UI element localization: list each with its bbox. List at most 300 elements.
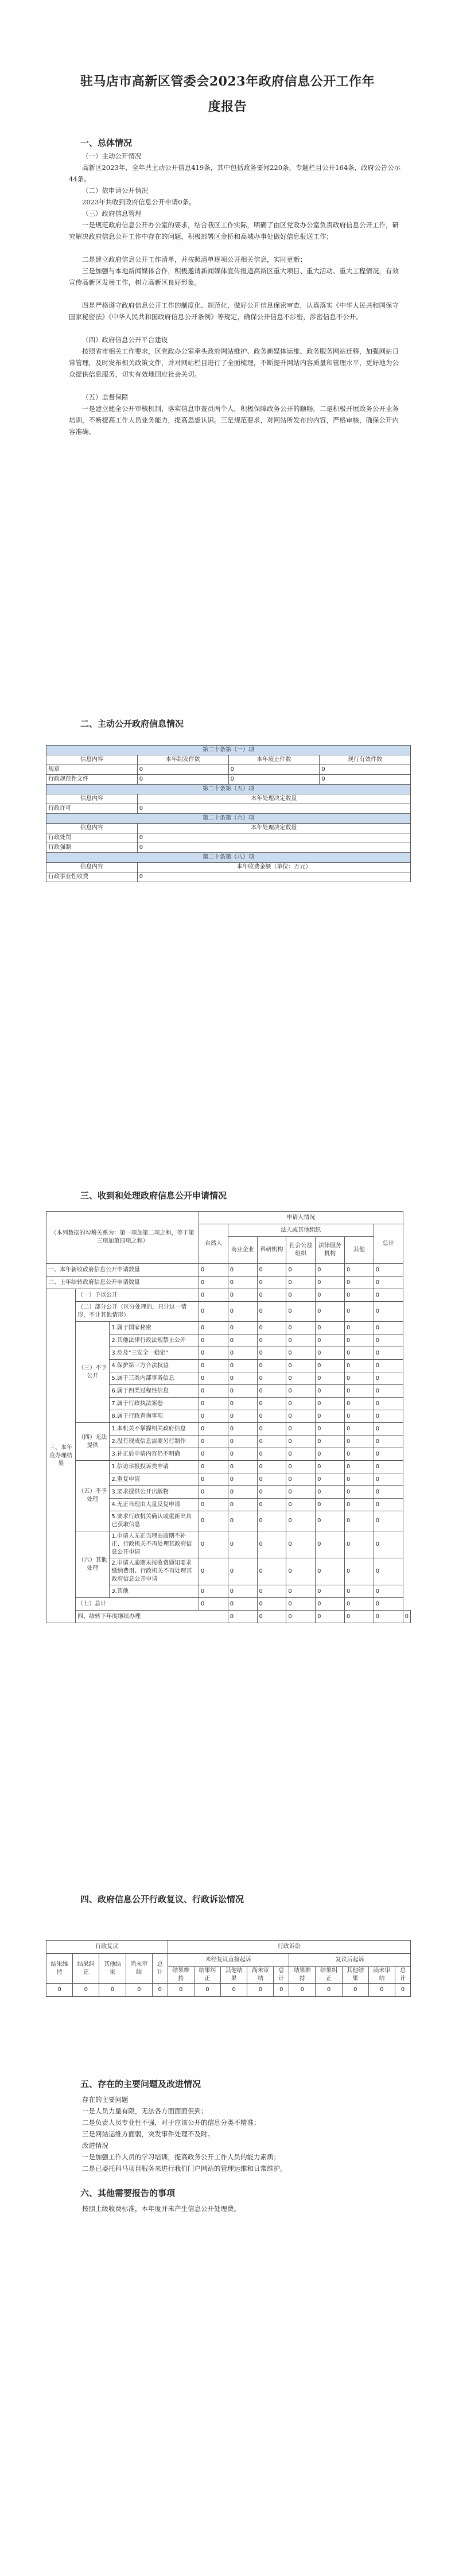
t2-natural-head: 自然人 — [199, 1224, 228, 1264]
t2-cell: 0 — [257, 1372, 286, 1385]
t3-cell: 0 — [46, 1984, 73, 1997]
t2-cell: 0 — [344, 1372, 374, 1385]
t2-row-label: 2.其他法律行政法规禁止公开 — [110, 1334, 199, 1347]
t3-col: 尚未审结 — [126, 1954, 152, 1984]
t2-row-label: 6.属于四类过程性信息 — [110, 1385, 199, 1398]
t2-cell: 0 — [228, 1598, 257, 1611]
t2-cell: 0 — [344, 1461, 374, 1473]
t2-cell: 0 — [316, 1410, 345, 1423]
t2-cell: 0 — [199, 1277, 228, 1289]
t2-row-label: 1.信访举报投诉类申请 — [110, 1461, 199, 1473]
t1-col: 本年制发件数 — [137, 755, 228, 765]
t1-cell: 行政强制 — [46, 843, 138, 853]
t2-cell: 0 — [199, 1289, 228, 1302]
t1-cell: 行政许可 — [46, 804, 138, 814]
t2-row-label: 5.要求行政机关确认或重新出具已获取信息 — [110, 1511, 199, 1531]
section-3-heading: 三、收到和处理政府信息公开申请情况 — [80, 1190, 227, 1201]
t2-cell: 0 — [199, 1347, 228, 1360]
t2-cell: 0 — [344, 1448, 374, 1461]
t2-cell: 0 — [316, 1611, 345, 1623]
t2-cell: 0 — [199, 1322, 228, 1334]
t2-row-label: 3.其他 — [110, 1585, 199, 1598]
t2-cell: 0 — [374, 1385, 403, 1398]
t2-cell: 0 — [257, 1511, 286, 1531]
t2-cell: 0 — [228, 1410, 257, 1423]
t3-wfy-head: 未经复议直接起诉 — [168, 1954, 289, 1967]
t2-cell: 0 — [257, 1398, 286, 1410]
report-title — [46, 69, 409, 119]
t2-cell: 0 — [199, 1473, 228, 1486]
s5-para: 一是加强工作人员的学习培训，提高政务公开工作人员的能力素质； — [82, 2153, 280, 2161]
t2-row-label: （一）予以公开 — [76, 1289, 199, 1302]
t2-row-label: 3.补正后申请内容仍不明确 — [110, 1448, 199, 1461]
t1-col: 本年处理决定数量 — [137, 824, 410, 833]
t1-head-6: 第二十条第（六）项 — [46, 814, 411, 824]
t2-cell: 0 — [199, 1398, 228, 1410]
t2-cell: 0 — [286, 1499, 316, 1511]
t3-col: 其他结果 — [342, 1967, 368, 1984]
t2-cell: 0 — [228, 1531, 257, 1558]
t2-cell: 0 — [257, 1558, 286, 1585]
t2-sub-head: 科研机构 — [257, 1237, 286, 1264]
t1-cell: 0 — [228, 765, 320, 775]
section-1-heading: 一、总体情况 — [80, 138, 133, 148]
t2-cell: 0 — [286, 1277, 316, 1289]
t2-cell: 0 — [199, 1598, 228, 1611]
t2-cell: 0 — [286, 1486, 316, 1499]
t2-cell: 0 — [316, 1598, 345, 1611]
t3-cell: 0 — [221, 1984, 247, 1997]
t2-cell: 0 — [374, 1486, 403, 1499]
t2-cell: 0 — [257, 1486, 286, 1499]
t2-cell: 0 — [199, 1360, 228, 1372]
t2-row-label: 8.属于行政查询事项 — [110, 1410, 199, 1423]
t2-cell: 0 — [228, 1461, 257, 1473]
t1-cell: 0 — [320, 765, 411, 775]
t2-row-label: 一、本年新收政府信息公开申请数量 — [46, 1264, 199, 1277]
t2-row-label: （七）总计 — [76, 1598, 199, 1611]
table-row — [46, 833, 411, 843]
t1-cell: 行政规范性文件 — [46, 775, 138, 785]
t2-cell: 0 — [199, 1423, 228, 1436]
table-row — [46, 1461, 411, 1473]
t2-cell: 0 — [286, 1398, 316, 1410]
t1-cell: 行政事业性收费 — [46, 872, 138, 882]
t2-cell: 0 — [374, 1372, 403, 1385]
t2-cell: 0 — [257, 1423, 286, 1436]
t2-cell: 0 — [199, 1372, 228, 1385]
t2-row-label: 1.本机关不掌握相关政府信息 — [110, 1423, 199, 1436]
report-title-line1: 驻马店市高新区管委会2023年政府信息公开工作年 — [80, 74, 375, 89]
t1-cell: 0 — [137, 843, 410, 853]
s1-para-1: （一）主动公开情况 — [82, 152, 142, 160]
t2-row-label: 四、结转下年度继续办理 — [76, 1611, 228, 1623]
t3-col: 总计 — [152, 1954, 168, 1984]
t3-cell: 0 — [247, 1984, 274, 1997]
t2-cell: 0 — [286, 1385, 316, 1398]
t2-cell: 0 — [344, 1585, 374, 1598]
t3-cell: 0 — [152, 1984, 168, 1997]
t3-col: 结果纠正 — [194, 1967, 220, 1984]
t2-cell: 0 — [374, 1461, 403, 1473]
t2-cell: 0 — [344, 1289, 374, 1302]
t2-cell: 0 — [316, 1461, 345, 1473]
t3-cell: 0 — [168, 1984, 194, 1997]
t2-cell: 0 — [199, 1511, 228, 1531]
t2-cell: 0 — [374, 1264, 403, 1277]
section-2-heading: 二、主动公开政府信息情况 — [80, 719, 184, 729]
t3-col: 结果纠正 — [73, 1954, 99, 1984]
t3-cell: 0 — [316, 1984, 342, 1997]
t3-cell: 0 — [289, 1984, 316, 1997]
section-5-heading: 五、存在的主要问题及改进情况 — [80, 2079, 201, 2089]
t1-cell: 0 — [137, 775, 228, 785]
t2-cell: 0 — [374, 1423, 403, 1436]
t2-cell: 0 — [257, 1334, 286, 1347]
t2-cell: 0 — [286, 1423, 316, 1436]
t2-cell: 0 — [257, 1289, 286, 1302]
t2-cell: 0 — [316, 1302, 345, 1322]
s1-para-13: 一是建立健全公开审核机制，落实信息审查员两个人，积极保障政务公开的顺畅，二是积极开展政务公开业务培训，不断提高工作人员业务能力，提高思想认识。三是规范要求，对网站所发布的内容，严格审核，确保公开内容准确。 — [69, 405, 399, 436]
t2-cell: 0 — [316, 1558, 345, 1585]
t2-cell: 0 — [257, 1264, 286, 1277]
t2-row-label: 1.申请人无正当理由逾期不补正、行政机关不再处理其政府信息公开申请 — [110, 1531, 199, 1558]
table-row — [46, 804, 411, 814]
t2-cell: 0 — [228, 1585, 257, 1598]
t2-cell: 0 — [257, 1436, 286, 1448]
table-row — [46, 775, 411, 785]
t2-row-label: （二）部分公开（区分处理的，只计这一情形，不计其他情形） — [76, 1302, 199, 1322]
t2-cell: 0 — [344, 1598, 374, 1611]
t2-cell: 0 — [286, 1289, 316, 1302]
t2-cell: 0 — [228, 1398, 257, 1410]
t3-ss-head: 行政诉讼 — [168, 1941, 410, 1954]
t2-cell: 0 — [257, 1598, 286, 1611]
t2-cell: 0 — [199, 1334, 228, 1347]
t2-total-head: 总计 — [374, 1224, 403, 1264]
t2-cell: 0 — [403, 1611, 410, 1623]
table-row — [46, 1531, 411, 1558]
table-row — [46, 1984, 411, 1997]
t1-cell: 0 — [228, 775, 320, 785]
t2-sub-head: 商业企业 — [228, 1237, 257, 1264]
t2-cell: 0 — [344, 1611, 374, 1623]
t2-cell: 0 — [374, 1611, 403, 1623]
table-row — [46, 1611, 411, 1623]
t2-sub-head: 社会公益组织 — [286, 1237, 316, 1264]
t2-cell: 0 — [257, 1499, 286, 1511]
t2-cell: 0 — [257, 1360, 286, 1372]
t3-col: 结果维持 — [46, 1954, 73, 1984]
s5-para: 二是负责人员专业性不强，对于应该公开的信息分类不精准； — [82, 2119, 260, 2127]
s1-para-2: 高新区2023年，全年共主动公开信息419条，其中包括政务要闻220条，专题栏目公开164条，政府公告公示44条。 — [69, 164, 401, 183]
t1-col: 本年处理决定数量 — [137, 794, 410, 804]
t2-cell: 0 — [316, 1334, 345, 1347]
t2-row-label: 2.重复申请 — [110, 1473, 199, 1486]
table-row — [46, 1264, 411, 1277]
t2-cell: 0 — [228, 1277, 257, 1289]
t2-cell: 0 — [344, 1410, 374, 1423]
s1-para-11: 按照省市相关工作要求，区党政办公室牵头政府网站维护、政务新媒体运维、政务服务网站迁移，加强网站日常管理，及时发布相关政策文件，并对网站栏目进行了全面梳理，不断提升网站内容质量和管理水平，更好地为公众提供信息服务，切实有效地回应社会关切。 — [69, 347, 399, 378]
t2-group-label: （五）不予处理 — [76, 1461, 110, 1531]
t2-cell: 0 — [228, 1322, 257, 1334]
t2-cell: 0 — [257, 1410, 286, 1423]
t2-cell: 0 — [344, 1499, 374, 1511]
t2-cell: 0 — [257, 1461, 286, 1473]
t2-cell: 0 — [344, 1423, 374, 1436]
t2-cell: 0 — [316, 1531, 345, 1558]
t2-cell: 0 — [316, 1289, 345, 1302]
table-row — [46, 765, 411, 775]
t2-cell: 0 — [228, 1558, 257, 1585]
t1-cell: 0 — [137, 804, 410, 814]
s1-para-9: 四是严格遵守政府信息公开工作的制度化、规范化，做好公开信息保密审查，认真落实《中华人民共和国保守国家秘密法》《中华人民共和国政府信息公开条例》等规定，确保公开信息不涉密，涉密信息不公开。 — [69, 301, 399, 321]
t3-col: 结果纠正 — [316, 1967, 342, 1984]
t1-cell: 0 — [320, 775, 411, 785]
table-row — [46, 1322, 411, 1334]
table-row — [46, 1423, 411, 1436]
t1-cell: 0 — [137, 872, 410, 882]
t2-cell: 0 — [199, 1264, 228, 1277]
t2-cell: 0 — [257, 1585, 286, 1598]
t2-cell: 0 — [286, 1322, 316, 1334]
t2-cell: 0 — [228, 1385, 257, 1398]
t2-cell: 0 — [228, 1302, 257, 1322]
review-litigation-table — [46, 1940, 411, 1997]
t2-group-label: （六）其他处理 — [76, 1531, 110, 1598]
s1-para-12: （五）监督保障 — [82, 393, 129, 401]
t2-r3-label: 三、本年度办理结果 — [46, 1289, 76, 1623]
t1-col: 信息内容 — [46, 794, 138, 804]
t2-cell: 0 — [199, 1448, 228, 1461]
t2-cell: 0 — [286, 1598, 316, 1611]
t2-cell: 0 — [257, 1531, 286, 1558]
t2-cell: 0 — [374, 1473, 403, 1486]
t1-cell: 规章 — [46, 765, 138, 775]
t3-col: 其他结果 — [221, 1967, 247, 1984]
t2-cell: 0 — [228, 1360, 257, 1372]
t3-col: 结果维持 — [289, 1967, 316, 1984]
t3-cell: 0 — [73, 1984, 99, 1997]
t2-cell: 0 — [228, 1486, 257, 1499]
t3-col: 总计 — [395, 1967, 411, 1984]
t2-cell: 0 — [344, 1398, 374, 1410]
t1-cell: 行政处罚 — [46, 833, 138, 843]
t2-cell: 0 — [228, 1611, 257, 1623]
s1-para-3: （二）依申请公开情况 — [82, 187, 148, 195]
t2-cell: 0 — [316, 1499, 345, 1511]
t2-cell: 0 — [228, 1511, 257, 1531]
t2-cell: 0 — [286, 1302, 316, 1322]
t2-cell: 0 — [316, 1277, 345, 1289]
t2-row-label: 3.要求提供公开出版物 — [110, 1486, 199, 1499]
t2-cell: 0 — [374, 1558, 403, 1585]
t2-cell: 0 — [316, 1473, 345, 1486]
t2-row-label: 7.属于行政执法案卷 — [110, 1398, 199, 1410]
t2-cell: 0 — [199, 1499, 228, 1511]
section-6-heading: 六、其他需要报告的事项 — [80, 2188, 176, 2198]
t2-cell: 0 — [316, 1486, 345, 1499]
t1-head-1: 第二十条第（一）项 — [46, 746, 411, 755]
t2-cell: 0 — [374, 1360, 403, 1372]
t2-cell: 0 — [286, 1558, 316, 1585]
t2-cell: 0 — [374, 1277, 403, 1289]
t2-cell: 0 — [257, 1322, 286, 1334]
t1-col: 信息内容 — [46, 755, 138, 765]
t2-cell: 0 — [286, 1372, 316, 1385]
t2-cell: 0 — [344, 1486, 374, 1499]
t2-cell: 0 — [374, 1322, 403, 1334]
t2-row-label: 3.危及"三安全一稳定" — [110, 1347, 199, 1360]
t2-cell: 0 — [344, 1531, 374, 1558]
t2-cell: 0 — [344, 1347, 374, 1360]
t2-row-label: 二、上年结转政府信息公开申请数量 — [46, 1277, 199, 1289]
t2-cell: 0 — [228, 1289, 257, 1302]
t2-row-label: 4.保护第三方合法权益 — [110, 1360, 199, 1372]
t2-cell: 0 — [257, 1385, 286, 1398]
t2-cell: 0 — [228, 1423, 257, 1436]
s1-para-6: 一是规范政府信息公开办公室的要求，结合我区工作实际，明确了由区党政办公室负责政府信息公开工作，研究解决政府信息公开工作中存在的问题，积极部署区金桥和高城办事处做好信息报送工作； — [69, 221, 399, 240]
t2-cell: 0 — [228, 1334, 257, 1347]
t2-cell: 0 — [199, 1436, 228, 1448]
t2-cell: 0 — [344, 1436, 374, 1448]
t2-cell: 0 — [374, 1289, 403, 1302]
s1-para-10: （四）政府信息公开平台建设 — [82, 336, 168, 344]
t2-cell: 0 — [257, 1277, 286, 1289]
s1-para-8: 三是加强与本地新闻媒体合作，积极邀请新闻媒体宣传报道高新区重大项目、重大活动、重大工程情况，有效宣传高新区发展工作，树立高新区良好形象。 — [69, 267, 399, 286]
t1-head-5: 第二十条第（五）项 — [46, 785, 411, 794]
t2-cell: 0 — [316, 1511, 345, 1531]
t2-cell: 0 — [316, 1360, 345, 1372]
t2-cell: 0 — [257, 1347, 286, 1360]
t2-legal-head: 法人或其他组织 — [228, 1224, 374, 1237]
t2-cell: 0 — [199, 1410, 228, 1423]
t1-col: 本年废止件数 — [228, 755, 320, 765]
t2-cell: 0 — [374, 1302, 403, 1322]
t2-cell: 0 — [344, 1385, 374, 1398]
s5-para: 二是已委托科马项目服务来进行我们门户网站的管理运维和日常维护。 — [82, 2164, 287, 2172]
t2-cell: 0 — [286, 1511, 316, 1531]
t1-cell: 0 — [137, 833, 410, 843]
s5-para: 改进情况 — [82, 2142, 108, 2150]
table-row — [46, 843, 411, 853]
t2-cell: 0 — [286, 1461, 316, 1473]
t2-cell: 0 — [374, 1531, 403, 1558]
t3-cell: 0 — [274, 1984, 289, 1997]
t2-cell: 0 — [344, 1277, 374, 1289]
t2-cell: 0 — [199, 1558, 228, 1585]
t2-cell: 0 — [344, 1473, 374, 1486]
t2-cell: 0 — [286, 1473, 316, 1486]
t2-cell: 0 — [286, 1531, 316, 1558]
t2-cell: 0 — [374, 1347, 403, 1360]
table-row — [46, 1598, 411, 1611]
t2-cell: 0 — [199, 1585, 228, 1598]
s1-para-4: 2023年共收到政府信息公开申请0条。 — [82, 198, 196, 206]
t2-cell: 0 — [316, 1423, 345, 1436]
t3-cell: 0 — [368, 1984, 395, 1997]
t2-cell: 0 — [374, 1448, 403, 1461]
t2-row-label: 5.属于三类内部事务信息 — [110, 1372, 199, 1385]
t2-cell: 0 — [199, 1302, 228, 1322]
t2-row-label: 1.属于国家秘密 — [110, 1322, 199, 1334]
t2-cell: 0 — [257, 1611, 286, 1623]
t2-cell: 0 — [286, 1585, 316, 1598]
s5-para: 一是人员力量有限，无法各方面面面俱到； — [82, 2107, 208, 2115]
t1-col: 信息内容 — [46, 863, 138, 872]
t3-col: 总计 — [274, 1967, 289, 1984]
t3-col: 尚未审结 — [247, 1967, 274, 1984]
t2-row-label: 2.申请人逾期未按收费通知要求缴纳费用、行政机关不再处理其政府信息公开申请 — [110, 1558, 199, 1585]
t2-cell: 0 — [257, 1302, 286, 1322]
t2-cell: 0 — [257, 1448, 286, 1461]
t2-cell: 0 — [228, 1473, 257, 1486]
t2-cell: 0 — [374, 1499, 403, 1511]
t2-cell: 0 — [286, 1347, 316, 1360]
s1-para-5: （三）政府信息管理 — [82, 210, 142, 218]
report-title-line2: 度报告 — [208, 99, 247, 114]
t3-hfy-head: 复议后起诉 — [289, 1954, 411, 1967]
t2-cell: 0 — [286, 1436, 316, 1448]
t2-cell: 0 — [228, 1347, 257, 1360]
application-handling-table — [46, 1211, 411, 1623]
t2-cell: 0 — [374, 1410, 403, 1423]
t2-cell: 0 — [344, 1302, 374, 1322]
t1-head-8: 第二十条第（八）项 — [46, 853, 411, 863]
section-4-heading: 四、政府信息公开行政复议、行政诉讼情况 — [80, 1894, 244, 1904]
t2-cell: 0 — [228, 1436, 257, 1448]
t2-cell: 0 — [344, 1558, 374, 1585]
t3-cell: 0 — [194, 1984, 220, 1997]
t2-cell: 0 — [316, 1322, 345, 1334]
t2-cell: 0 — [228, 1448, 257, 1461]
t2-cell: 0 — [344, 1322, 374, 1334]
t2-cell: 0 — [199, 1461, 228, 1473]
t2-cell: 0 — [228, 1264, 257, 1277]
t2-cell: 0 — [286, 1410, 316, 1423]
t2-cell: 0 — [374, 1585, 403, 1598]
t2-cell: 0 — [286, 1448, 316, 1461]
t2-cell: 0 — [316, 1264, 345, 1277]
t2-cell: 0 — [286, 1334, 316, 1347]
t1-cell: 0 — [137, 765, 228, 775]
t2-cell: 0 — [374, 1398, 403, 1410]
t3-cell: 0 — [126, 1984, 152, 1997]
s5-para: 存在的主要问题 — [82, 2096, 129, 2104]
t3-col: 尚未审结 — [368, 1967, 395, 1984]
t1-col: 本年收费金额（单位：万元） — [137, 863, 410, 872]
t2-row-label: 2.没有现成信息需要另行制作 — [110, 1436, 199, 1448]
t2-cell: 0 — [316, 1585, 345, 1598]
t3-cell: 0 — [395, 1984, 411, 1997]
t2-sub-head: 其他 — [344, 1237, 374, 1264]
t2-cell: 0 — [316, 1448, 345, 1461]
t3-fy-head: 行政复议 — [46, 1941, 168, 1954]
t2-cell: 0 — [316, 1347, 345, 1360]
t2-cell: 0 — [374, 1436, 403, 1448]
t2-cell: 0 — [286, 1264, 316, 1277]
t2-cell: 0 — [257, 1473, 286, 1486]
t2-sub-head: 法律服务机构 — [316, 1237, 345, 1264]
t2-cell: 0 — [344, 1334, 374, 1347]
t2-cell: 0 — [344, 1511, 374, 1531]
t2-cell: 0 — [199, 1385, 228, 1398]
t2-cell: 0 — [374, 1334, 403, 1347]
s5-para: 三是网站运维方面弱，突发事件处理不及时。 — [82, 2130, 214, 2138]
t2-cell: 0 — [316, 1436, 345, 1448]
t2-cell: 0 — [199, 1486, 228, 1499]
proactive-disclosure-table — [46, 745, 411, 882]
